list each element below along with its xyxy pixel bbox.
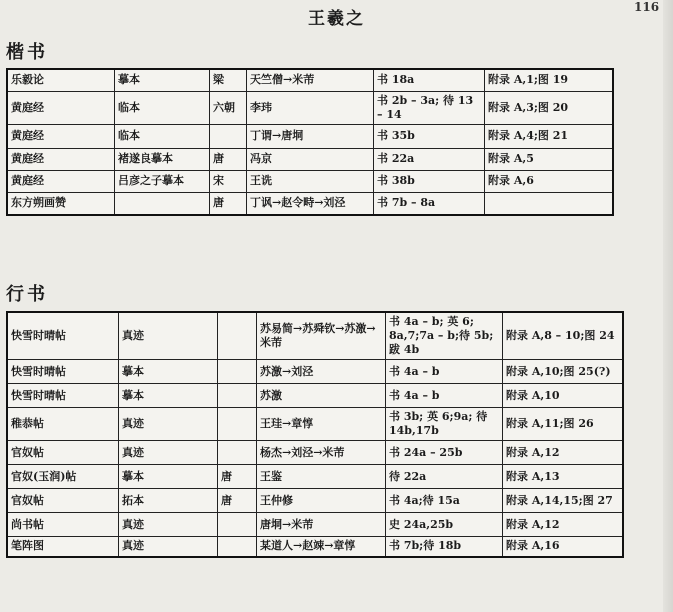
- entry-reference: 书 4a – b: [386, 360, 503, 384]
- entry-reference: 书 35b: [374, 124, 485, 148]
- entry-transmission: 冯京: [247, 148, 374, 170]
- table-row: [7, 537, 623, 557]
- page-number: 116: [634, 0, 660, 14]
- table-row: [7, 408, 623, 441]
- entry-transmission: 王珪→章惇: [257, 408, 386, 441]
- entry-era: 唐: [218, 489, 257, 513]
- entry-appendix: 附录 A,4;图 21: [485, 124, 614, 148]
- entry-title: 黄庭经: [7, 148, 115, 170]
- entry-title: 黄庭经: [7, 124, 115, 148]
- entry-transmission: 天竺僧→米芾: [247, 69, 374, 91]
- entry-reference: 书 24a – 25b: [386, 441, 503, 465]
- table-row: [7, 441, 623, 465]
- entry-title: 官奴帖: [7, 441, 119, 465]
- entry-appendix: 附录 A,12: [503, 513, 624, 537]
- entry-transmission: 苏激: [257, 384, 386, 408]
- kaishu-table: [6, 68, 614, 216]
- entry-reference: 书 4a – b; 英 6; 8a,7;7a – b;待 5b;跋 4b: [386, 312, 503, 360]
- entry-appendix: 附录 A,8 – 10;图 24: [503, 312, 624, 360]
- entry-appendix: 附录 A,5: [485, 148, 614, 170]
- entry-reference: 史 24a,25b: [386, 513, 503, 537]
- table-row: [7, 170, 613, 192]
- table-row: [7, 192, 613, 215]
- entry-title: 官奴帖: [7, 489, 119, 513]
- entry-appendix: 附录 A,10: [503, 384, 624, 408]
- entry-appendix: 附录 A,13: [503, 465, 624, 489]
- entry-title: 东方朔画赞: [7, 192, 115, 215]
- entry-title: 官奴(玉润)帖: [7, 465, 119, 489]
- entry-title: 黄庭经: [7, 170, 115, 192]
- xingshu-table: [6, 311, 624, 558]
- entry-appendix: 附录 A,10;图 25(?): [503, 360, 624, 384]
- entry-appendix: [485, 192, 614, 215]
- entry-era: [218, 537, 257, 557]
- entry-transmission: 丁讽→赵令畤→刘泾: [247, 192, 374, 215]
- entry-type: 摹本: [119, 384, 218, 408]
- table-row: [7, 465, 623, 489]
- entry-transmission: 王鉴: [257, 465, 386, 489]
- entry-type: 拓本: [119, 489, 218, 513]
- entry-reference: 书 2b – 3a; 待 13 – 14: [374, 91, 485, 124]
- entry-type: 褚遂良摹本: [115, 148, 210, 170]
- table-row: [7, 148, 613, 170]
- entry-title: 黄庭经: [7, 91, 115, 124]
- entry-era: [218, 360, 257, 384]
- entry-type: 真迹: [119, 537, 218, 557]
- entry-title: 笔阵图: [7, 537, 119, 557]
- entry-appendix: 附录 A,12: [503, 441, 624, 465]
- entry-type: 临本: [115, 124, 210, 148]
- entry-type: 摹本: [119, 465, 218, 489]
- entry-era: 宋: [210, 170, 247, 192]
- table-row: [7, 124, 613, 148]
- entry-transmission: 杨杰→刘泾→米芾: [257, 441, 386, 465]
- entry-era: 唐: [218, 465, 257, 489]
- entry-reference: 书 18a: [374, 69, 485, 91]
- entry-title: 快雪时晴帖: [7, 384, 119, 408]
- entry-type: 摹本: [119, 360, 218, 384]
- page-edge: [663, 0, 673, 612]
- entry-type: 吕彦之子摹本: [115, 170, 210, 192]
- entry-transmission: 李玮: [247, 91, 374, 124]
- entry-type: [115, 192, 210, 215]
- entry-type: 真迹: [119, 312, 218, 360]
- entry-reference: 书 4a;待 15a: [386, 489, 503, 513]
- entry-appendix: 附录 A,16: [503, 537, 624, 557]
- table-row: [7, 489, 623, 513]
- entry-title: 快雪时晴帖: [7, 360, 119, 384]
- entry-title: 尚书帖: [7, 513, 119, 537]
- table-row: [7, 69, 613, 91]
- entry-era: [218, 408, 257, 441]
- entry-appendix: 附录 A,14,15;图 27: [503, 489, 624, 513]
- entry-title: 快雪时晴帖: [7, 312, 119, 360]
- entry-era: [210, 124, 247, 148]
- entry-type: 临本: [115, 91, 210, 124]
- entry-type: 真迹: [119, 513, 218, 537]
- entry-era: 唐: [210, 192, 247, 215]
- entry-reference: 书 4a – b: [386, 384, 503, 408]
- entry-transmission: 王仲修: [257, 489, 386, 513]
- entry-reference: 书 38b: [374, 170, 485, 192]
- entry-era: [218, 384, 257, 408]
- entry-transmission: 唐垌→米芾: [257, 513, 386, 537]
- entry-era: [218, 441, 257, 465]
- entry-transmission: 某道人→赵竦→章惇: [257, 537, 386, 557]
- entry-reference: 书 22a: [374, 148, 485, 170]
- section-heading-xingshu: 行书: [6, 284, 48, 305]
- entry-era: [218, 513, 257, 537]
- entry-type: 真迹: [119, 441, 218, 465]
- section-heading-kaishu: 楷书: [6, 42, 48, 63]
- entry-era: 梁: [210, 69, 247, 91]
- entry-appendix: 附录 A,3;图 20: [485, 91, 614, 124]
- entry-reference: 书 3b; 英 6;9a; 待 14b,17b: [386, 408, 503, 441]
- entry-type: 摹本: [115, 69, 210, 91]
- entry-title: 乐毅论: [7, 69, 115, 91]
- table-row: [7, 312, 623, 360]
- table-row: [7, 91, 613, 124]
- entry-appendix: 附录 A,6: [485, 170, 614, 192]
- entry-type: 真迹: [119, 408, 218, 441]
- entry-era: [218, 312, 257, 360]
- entry-appendix: 附录 A,11;图 26: [503, 408, 624, 441]
- entry-era: 唐: [210, 148, 247, 170]
- entry-reference: 书 7b;待 18b: [386, 537, 503, 557]
- table-row: [7, 384, 623, 408]
- entry-transmission: 丁谓→唐垌: [247, 124, 374, 148]
- entry-reference: 待 22a: [386, 465, 503, 489]
- entry-transmission: 苏激→刘泾: [257, 360, 386, 384]
- entry-era: 六朝: [210, 91, 247, 124]
- entry-reference: 书 7b – 8a: [374, 192, 485, 215]
- entry-appendix: 附录 A,1;图 19: [485, 69, 614, 91]
- table-row: [7, 513, 623, 537]
- entry-transmission: 苏易简→苏舜钦→苏激→米芾: [257, 312, 386, 360]
- entry-transmission: 王诜: [247, 170, 374, 192]
- table-row: [7, 360, 623, 384]
- page-title: 王羲之: [308, 9, 365, 29]
- entry-title: 稚恭帖: [7, 408, 119, 441]
